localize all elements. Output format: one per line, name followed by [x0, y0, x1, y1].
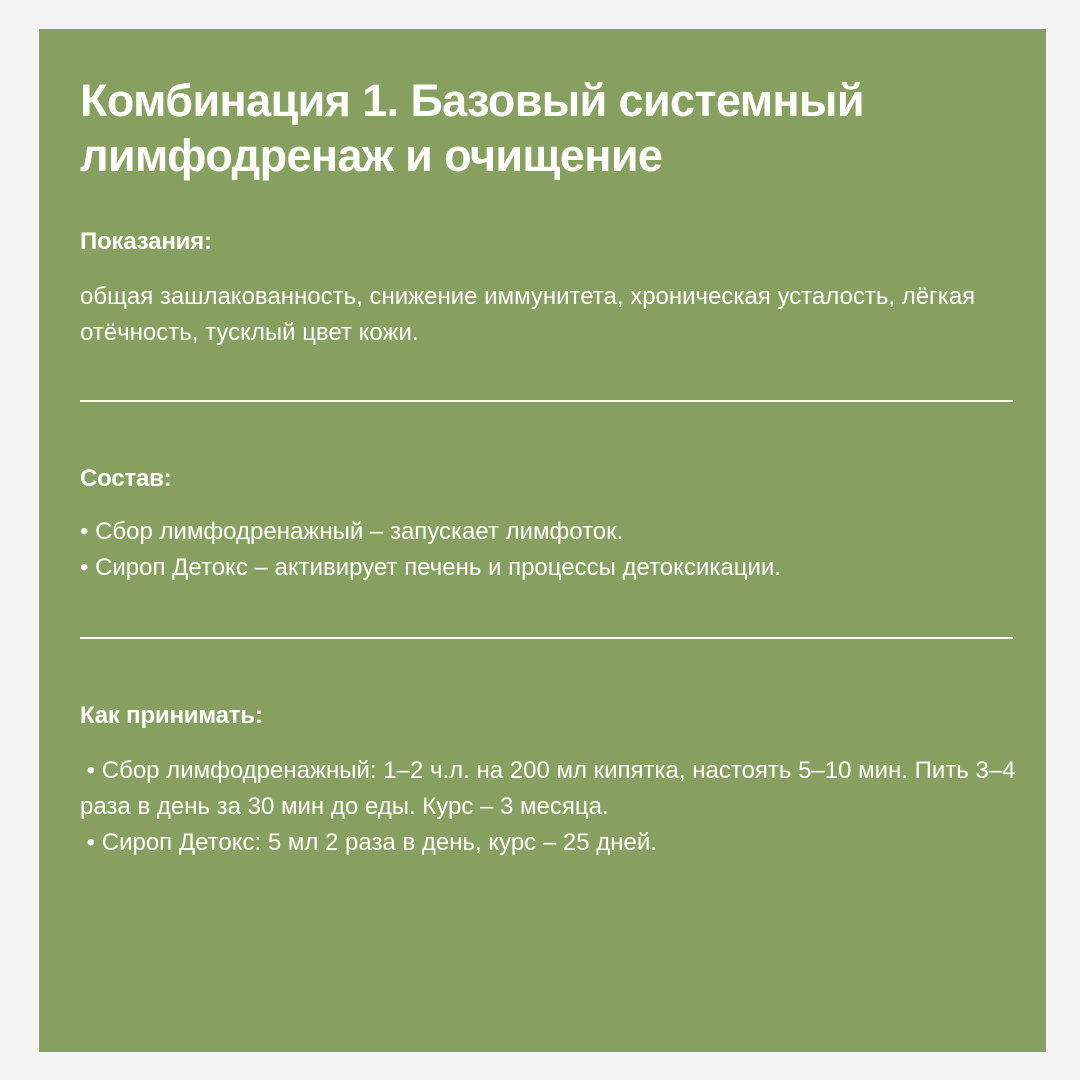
- section-divider: [80, 637, 1013, 639]
- indications-text: [80, 279, 1030, 351]
- composition-list: [80, 514, 1030, 586]
- composition-item: • Сбор лимфодренажный – запускает лимфоток.: [80, 518, 624, 545]
- card-title: Комбинация 1. Базовый системный лимфодренаж и очищение: [80, 75, 864, 181]
- section-heading-indications: Показания:: [80, 228, 212, 255]
- dosage-list: [80, 753, 1030, 861]
- info-card: [39, 29, 1046, 1052]
- dosage-item: • Сироп Детокс: 5 мл 2 раза в день, курс – 25 дней.: [80, 829, 657, 856]
- section-heading-composition: Состав:: [80, 465, 172, 492]
- dosage-item: • Сбор лимфодренажный: 1–2 ч.л. на 200 мл кипятка, настоять 5–10 мин. Пить 3–4 раза в день за 30 мин до еды. Курс – 3 месяца.: [80, 757, 1023, 820]
- indications-line: общая зашлакованность, снижение иммунитета, хроническая усталость, лёгкая отёчность, тусклый цвет кожи.: [80, 283, 976, 346]
- composition-item: • Сироп Детокс – активирует печень и процессы детоксикации.: [80, 554, 781, 581]
- section-divider: [80, 400, 1013, 402]
- section-heading-dosage: Как принимать:: [80, 702, 263, 729]
